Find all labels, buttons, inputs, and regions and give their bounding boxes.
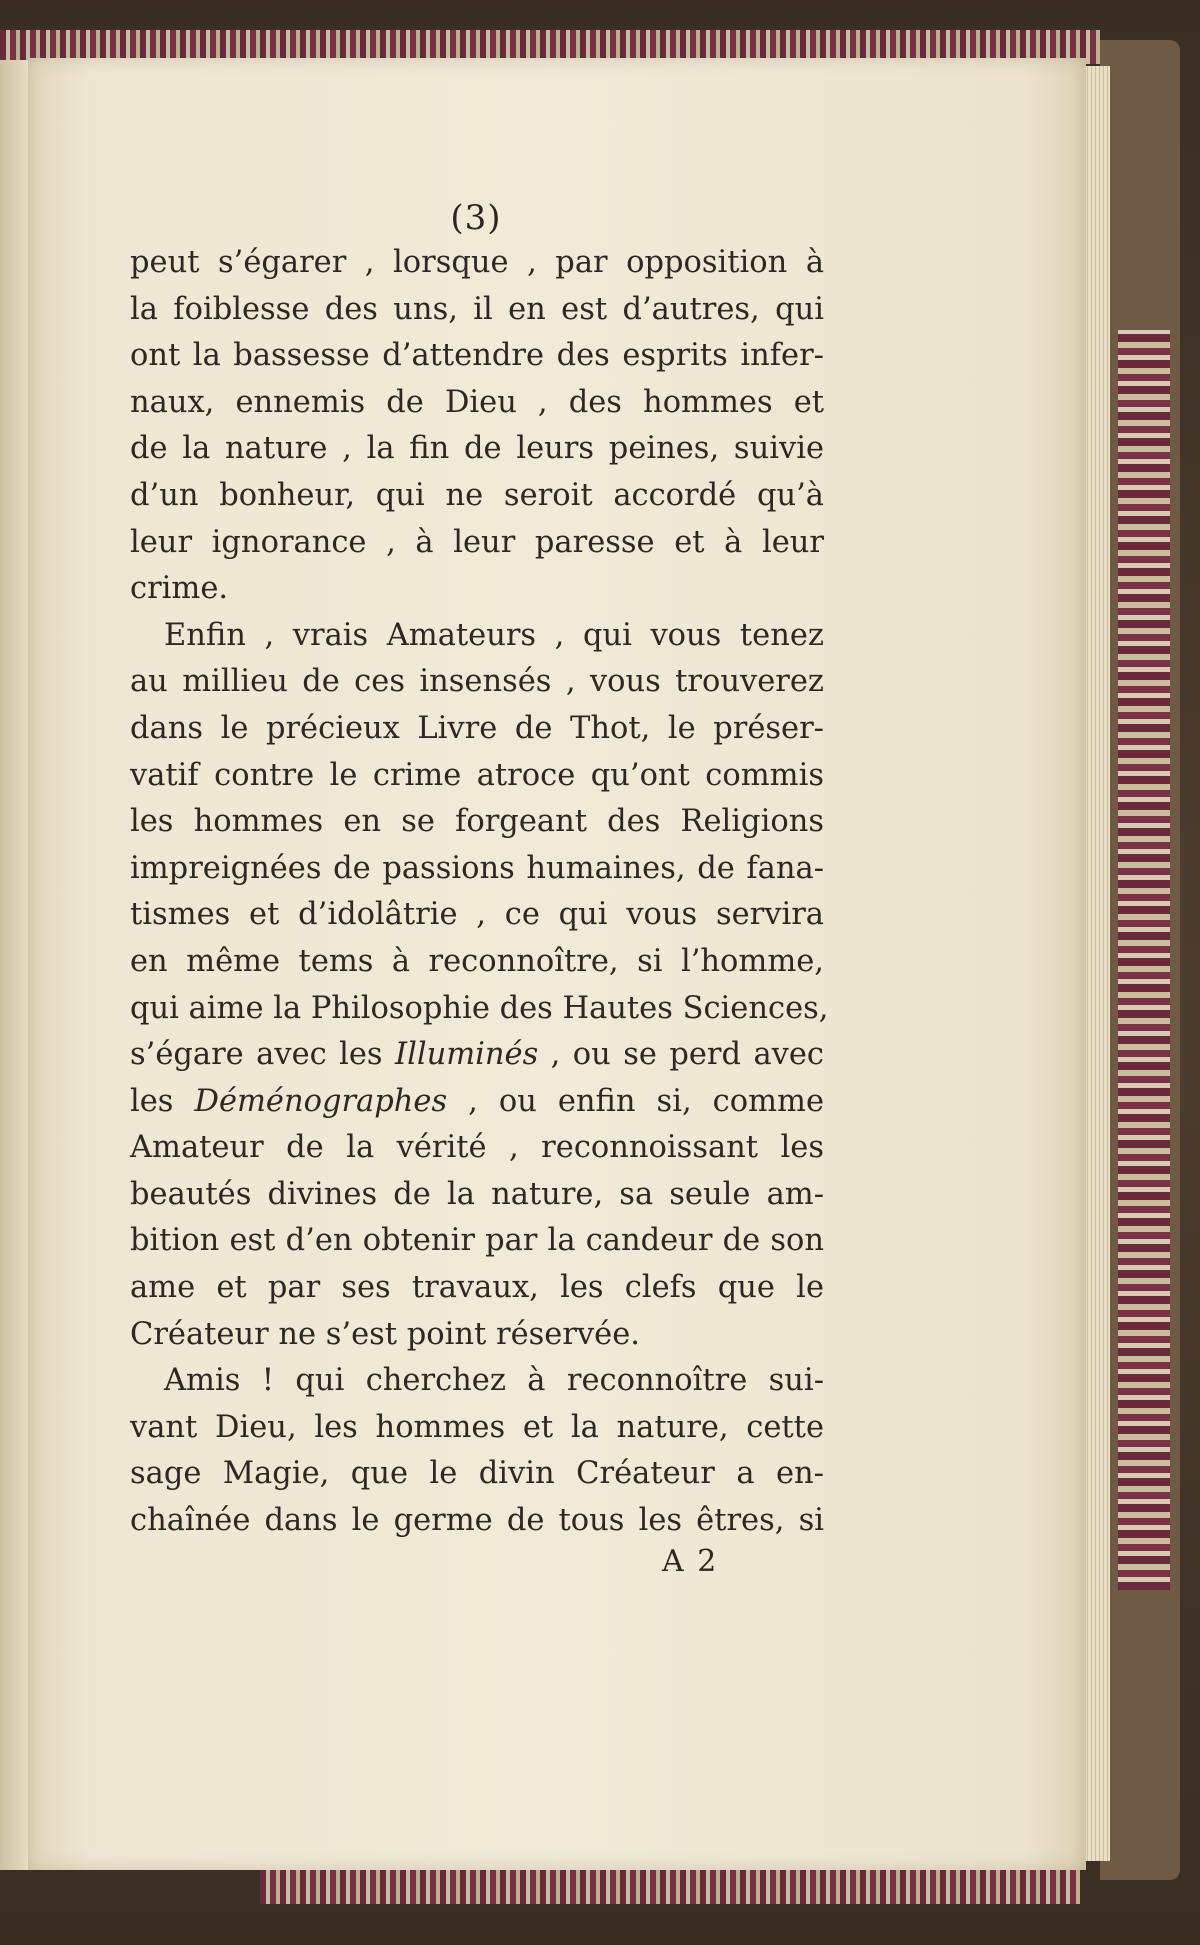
text-line: de la nature , la fin de leurs peines, suivie — [130, 431, 824, 467]
text-line: chaînée dans le germe de tous les êtres, si — [130, 1503, 824, 1539]
text-line: dans le précieux Livre de Thot, le préser- — [130, 710, 824, 746]
text-line: ame et par ses travaux, les clefs que le — [130, 1270, 824, 1306]
text-line: naux, ennemis de Dieu , des hommes et — [130, 384, 824, 420]
decorative-endpaper-right — [1118, 330, 1170, 1590]
text-line: Amateur de la vérité , reconnoissant les — [130, 1130, 824, 1166]
text-line: bition est d’en obtenir par la candeur de son — [130, 1223, 824, 1259]
italic-term-demenographes: Déménographes — [194, 1083, 448, 1119]
text-line: vant Dieu, les hommes et la nature, cette — [130, 1409, 824, 1445]
text-line: sage Magie, que le divin Créateur a en- — [130, 1456, 824, 1492]
text-segment: , ou enfin si, comme — [447, 1083, 825, 1119]
text-line: au millieu de ces insensés , vous trouverez — [130, 664, 824, 700]
page-text — [130, 240, 829, 1545]
text-line: Créateur ne s’est point réservée. — [130, 1316, 640, 1352]
text-line: qui aime la Philosophie des Hautes Sciences, — [130, 990, 829, 1026]
text-segment: , ou se perd avec — [538, 1037, 824, 1073]
text-line: d’un bonheur, qui ne seroit accordé qu’à — [130, 477, 824, 513]
text-line: en même tems à reconnoître, si l’homme, — [130, 943, 824, 979]
text-line: les hommes en se forgeant des Religions — [130, 804, 824, 840]
text-line: vatif contre le crime atroce qu’ont commis — [130, 757, 824, 793]
signature-mark: A 2 — [662, 1544, 719, 1579]
text-line: Enfin , vrais Amateurs , qui vous tenez — [164, 617, 824, 653]
text-line: beautés divines de la nature, sa seule am- — [130, 1176, 824, 1212]
decorative-endpaper-bottom — [260, 1868, 1080, 1904]
page-number: (3) — [450, 198, 502, 238]
italic-term-illumines: Illuminés — [395, 1037, 539, 1073]
text-line: impreignées de passions humaines, de fana- — [130, 850, 824, 886]
text-line: peut s’égarer , lorsque , par opposition à — [130, 245, 824, 280]
text-segment: les — [130, 1083, 195, 1119]
text-line: Amis ! qui cherchez à reconnoître sui- — [164, 1363, 824, 1399]
text-line: leur ignorance , à leur paresse et à leur — [130, 524, 824, 560]
text-line: ont la bassesse d’attendre des esprits infer- — [130, 338, 824, 374]
text-line: tismes et d’idolâtrie , ce qui vous servira — [130, 897, 824, 933]
text-line: la foiblesse des uns, il en est d’autres, qui — [130, 291, 824, 327]
text-segment: s’égare avec les — [130, 1037, 396, 1073]
facing-page-edge — [0, 60, 28, 1870]
text-line: crime. — [130, 571, 229, 607]
text-line — [130, 1032, 824, 1079]
text-line — [130, 1079, 824, 1126]
